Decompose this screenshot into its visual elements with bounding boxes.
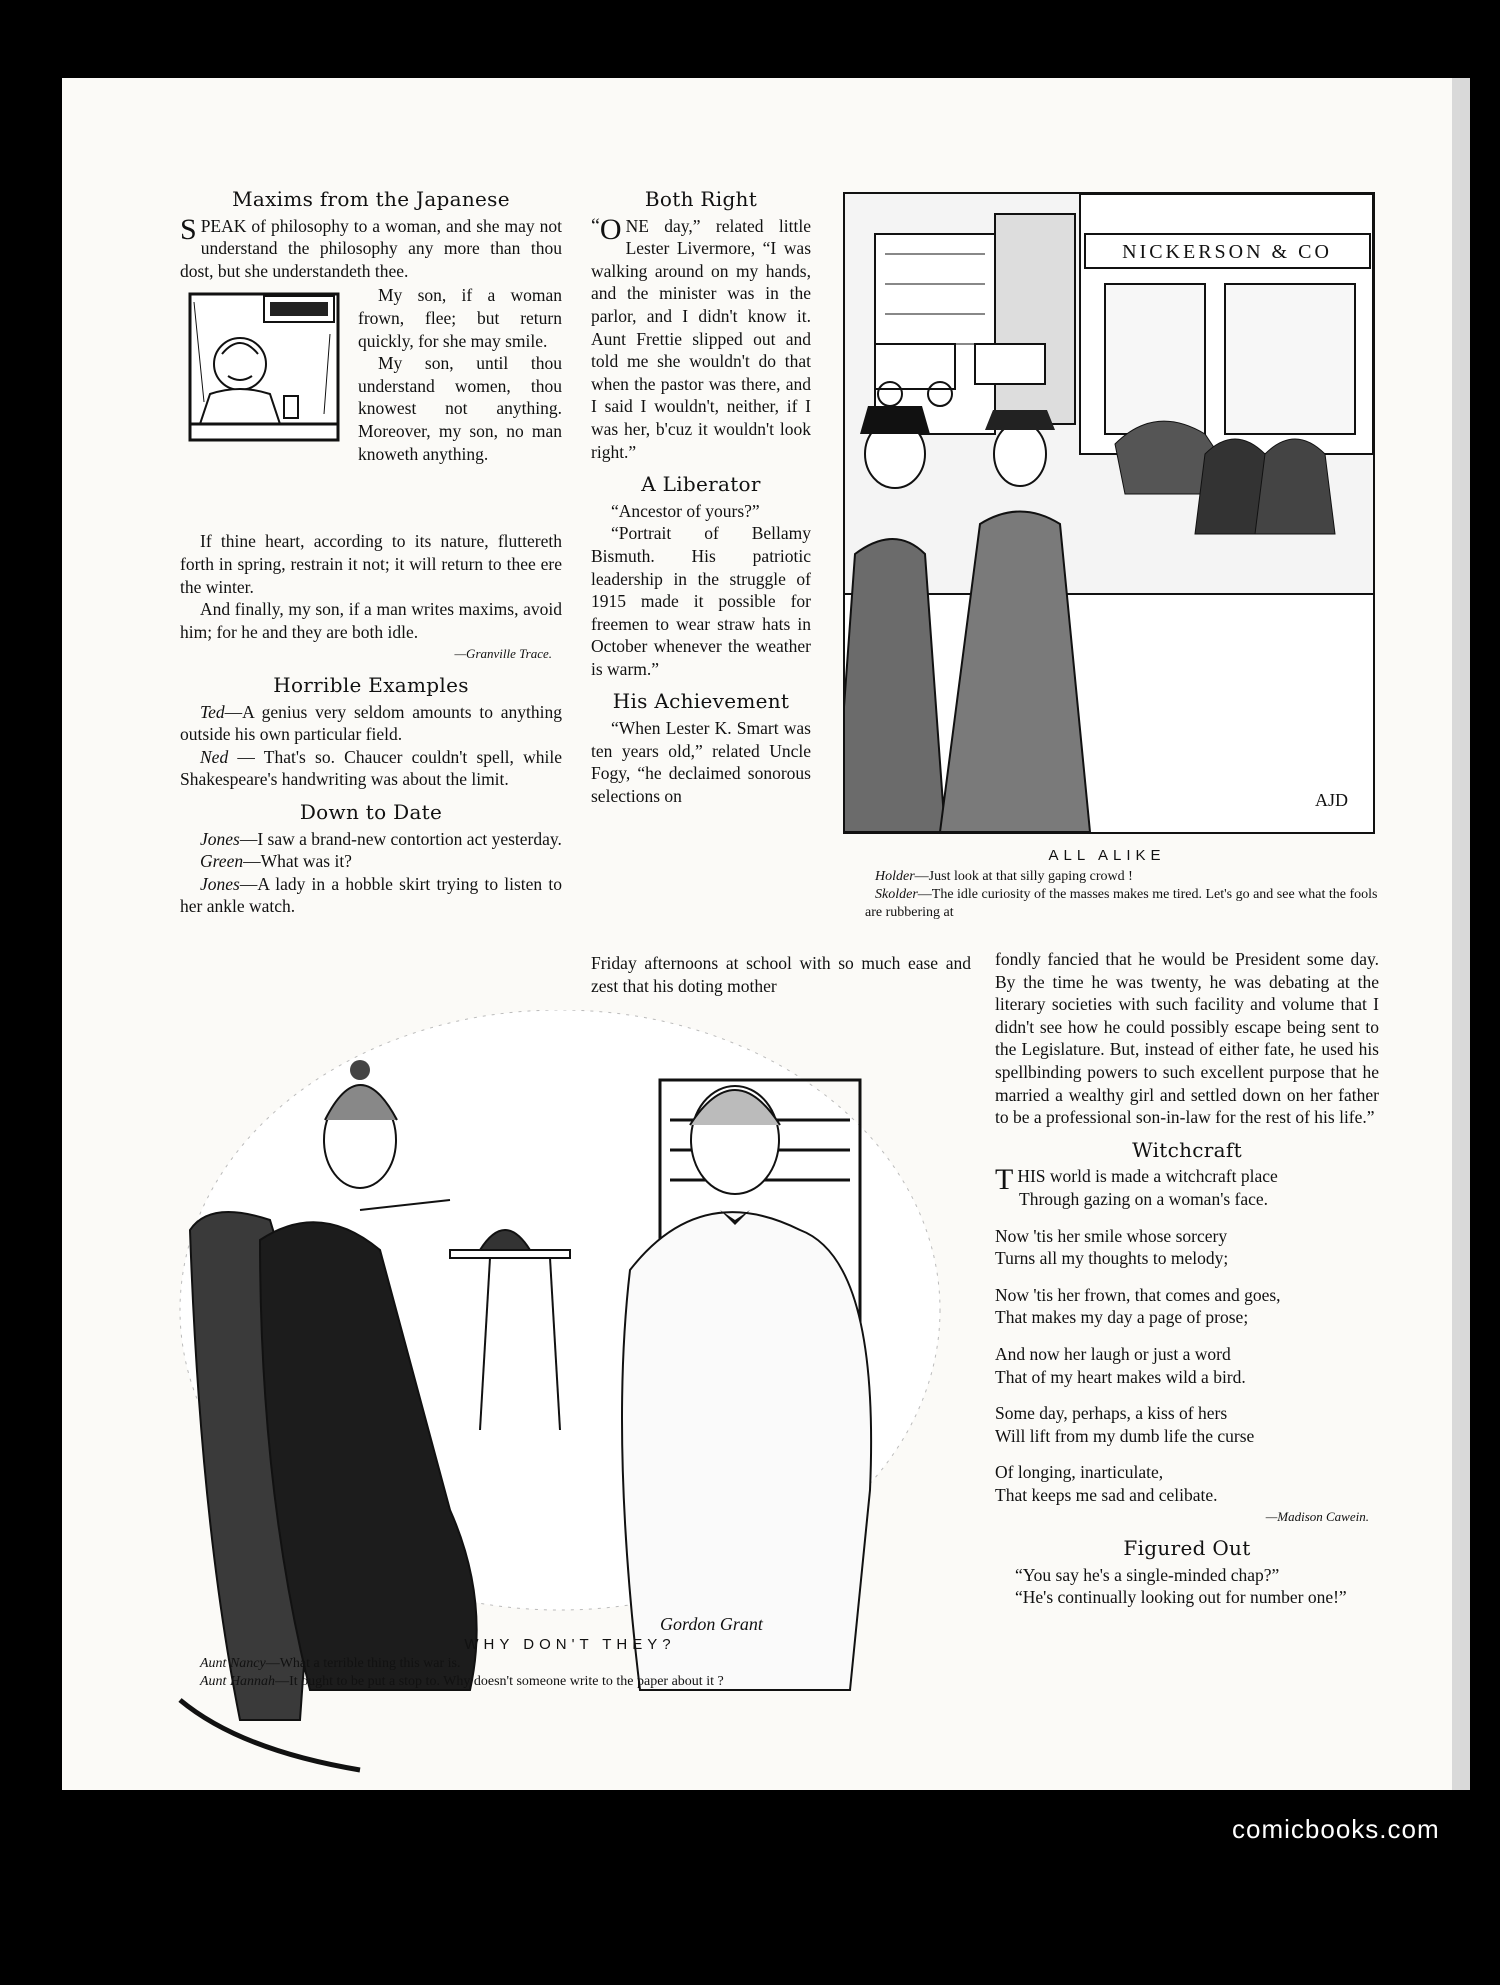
- why-dont-they-caption-title: WHY DON'T THEY?: [464, 1636, 676, 1653]
- both-right-title: Both Right: [644, 187, 758, 211]
- drop-cap: O: [599, 212, 622, 246]
- why-dont-they-caption: Aunt Nancy—What a terrible thing this war is. Aunt Hannah—It ought to be put a stop to. Why doesn't someone write to the paper about it ?: [200, 1656, 724, 1689]
- svg-text:AJD: AJD: [1315, 790, 1349, 810]
- down-to-date-title: Down to Date: [299, 799, 443, 824]
- artist-signature: Gordon Grant: [660, 1614, 763, 1634]
- all-alike-illustration: [843, 192, 1375, 834]
- poem-line: Now 'tis her smile whose sorcery: [995, 1225, 1228, 1246]
- maxims-para-5: And finally, my son, if a man writes maxims, avoid him; for he and they are both idle.: [180, 599, 562, 642]
- both-right-text: “ O NE day,” related little Lester Livermore, “I was walking around on my hands, and the minister was in the parlor, and I didn't know it. Aunt Frettie slipped out and told me she wouldn't do that when the pastor was there, and I said I wouldn't, neither, if I was her, b'cuz it wouldn't look right.”: [591, 212, 811, 462]
- poem-line: That makes my day a page of prose;: [995, 1307, 1249, 1328]
- down-to-date-line-3: Jones—A lady in a hobble skirt trying to listen to her ankle watch.: [180, 873, 562, 917]
- achievement-continued: Friday afternoons at school with so much ease and zest that his doting mother: [591, 953, 971, 996]
- horrible-title: Horrible Examples: [273, 672, 469, 697]
- page-edge: [1452, 78, 1470, 1790]
- column-right: [995, 948, 1379, 1609]
- poem-line: Turns all my thoughts to melody;: [995, 1248, 1229, 1269]
- maxims-para-3: My son, until thou understand women, thou knowest not anything. Moreover, my son, no man knoweth anything.: [358, 353, 562, 464]
- why-dont-they-illustration: [160, 1010, 960, 1980]
- figured-out-para-1: “You say he's a single-minded chap?”: [1015, 1564, 1280, 1585]
- maxims-wrap-text: [358, 284, 562, 465]
- poem-line: That of my heart makes wild a bird.: [995, 1366, 1246, 1387]
- maxims-signature: —Granville Trace.: [454, 646, 552, 662]
- figured-out-para-2: “He's continually looking out for number one!”: [1015, 1587, 1347, 1608]
- horrible-line-1: Ted—A genius very seldom amounts to anything outside his own particular field.: [180, 701, 562, 745]
- witchcraft-title: Witchcraft: [1132, 1137, 1242, 1162]
- drop-cap: S: [180, 212, 197, 246]
- poem-line: Through gazing on a woman's face.: [1019, 1188, 1269, 1209]
- down-to-date-line-2: Green—What was it?: [200, 851, 352, 872]
- poem-line: Will lift from my dumb life the curse: [995, 1425, 1255, 1446]
- figured-out-title: Figured Out: [1123, 1536, 1251, 1561]
- achievement-title: His Achievement: [612, 689, 790, 714]
- all-alike-caption-title: ALL ALIKE: [1048, 847, 1166, 864]
- poem-line: Some day, perhaps, a kiss of hers: [995, 1403, 1228, 1424]
- column-left: [180, 188, 562, 918]
- poem-line: That keeps me sad and celibate.: [995, 1484, 1218, 1505]
- achievement-para-1: “When Lester K. Smart was ten years old,” related Uncle Fogy, “he declaimed sonorous selections on: [591, 718, 811, 806]
- liberator-para-2: “Portrait of Bellamy Bismuth. His patriotic leadership in the struggle of 1915 made it possible for freemen to wear straw hats in October whenever the weather is warm.”: [591, 523, 811, 679]
- all-alike-caption: Holder—Just look at that silly gaping crowd ! Skolder—The idle curiosity of the masses makes me tired. Let's go and see what the fools are rubbering at: [865, 869, 1378, 920]
- store-sign: NICKERSON & CO: [1122, 241, 1332, 263]
- poem-line: Of longing, inarticulate,: [995, 1462, 1164, 1483]
- poem-line: THIS world is made a witchcraft place: [995, 1163, 1278, 1197]
- achievement-para-3: fondly fancied that he would be President some day. By the time he was twenty, he was debating at the literary societies with such facility and volume that I didn't see how he could possibly escape being sent to the Legislature. But, instead of either fate, he used his spellbinding powers to such excellent purpose that he married a wealthy girl and settled down on her father to be a professional son-in-law for the rest of his life.”: [995, 949, 1379, 1128]
- maxims-para-2: My son, if a woman frown, flee; but return quickly, for she may smile.: [358, 285, 562, 351]
- horrible-line-2: Ned — That's so. Chaucer couldn't spell, while Shakespeare's handwriting was about the limit.: [180, 746, 562, 790]
- maxims-title: Maxims from the Japanese: [232, 187, 510, 211]
- watermark: comicbooks.com: [1232, 1814, 1440, 1844]
- maxims-illustration-wrap: [180, 284, 562, 530]
- maxims-para-4: If thine heart, according to its nature, fluttereth forth in spring, restrain it not; it will return to thee ere the winter.: [180, 531, 562, 597]
- two-aunts-drawing: [160, 1010, 960, 1985]
- street-crowd-drawing: [845, 194, 1373, 832]
- liberator-title: A Liberator: [641, 472, 761, 497]
- window-vendor-illustration: [180, 284, 348, 454]
- witchcraft-signature: —Madison Cawein.: [1265, 1509, 1369, 1525]
- down-to-date-line-1: Jones—I saw a brand-new contortion act yesterday.: [200, 828, 562, 849]
- column-middle: [591, 188, 811, 807]
- drop-cap: T: [995, 1163, 1014, 1197]
- poem-line: Now 'tis her frown, that comes and goes,: [995, 1284, 1281, 1305]
- poem-line: And now her laugh or just a word: [995, 1343, 1231, 1364]
- witchcraft-poem: [995, 1165, 1379, 1506]
- maxims-para-1: SPEAK of philosophy to a woman, and she may not understand the philosophy any more than thou dost, but she understandeth thee.: [180, 212, 562, 281]
- liberator-para-1: “Ancestor of yours?”: [611, 500, 760, 521]
